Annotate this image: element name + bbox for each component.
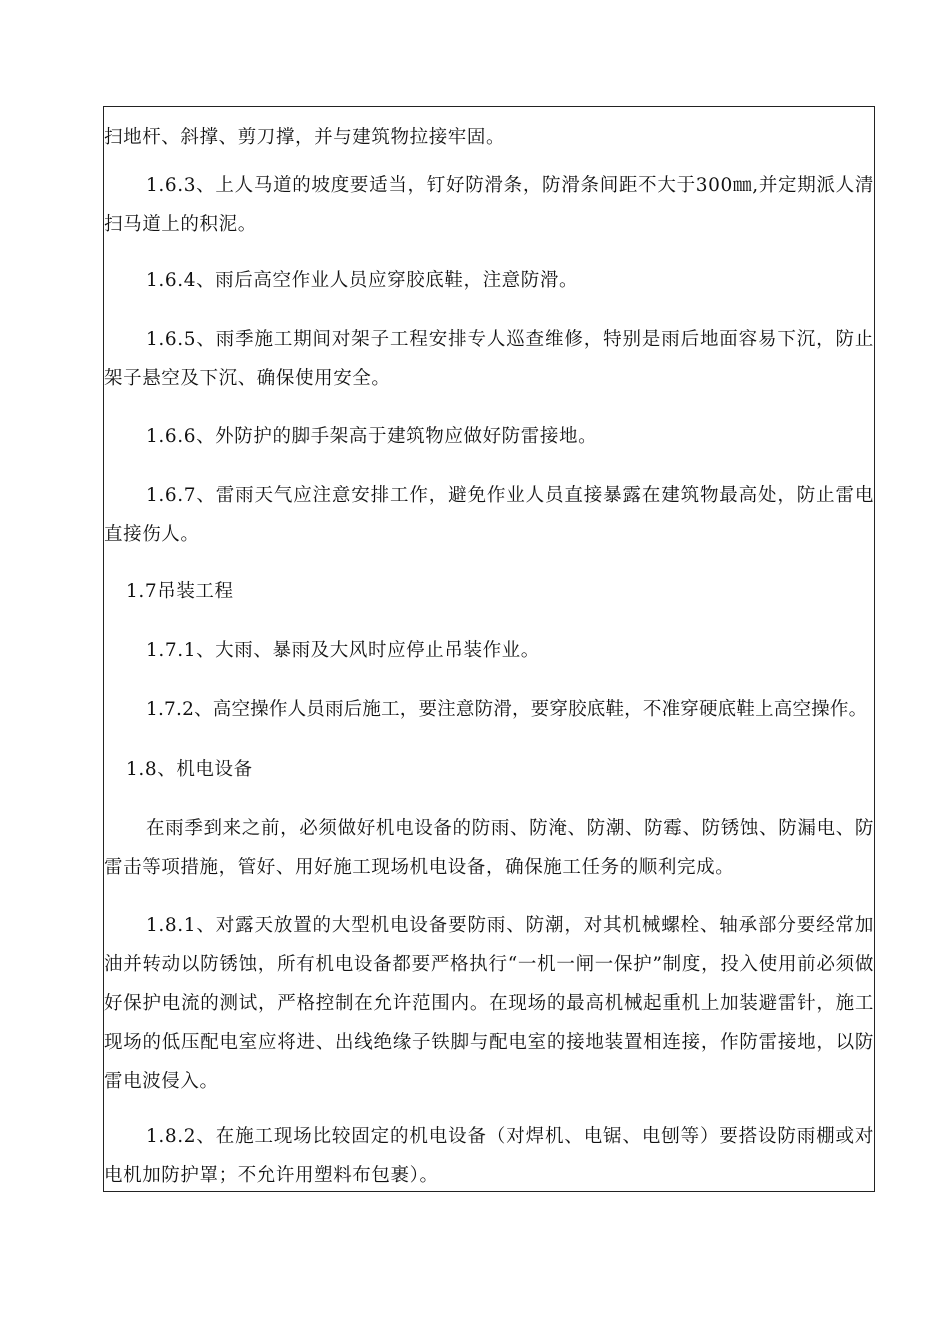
section-heading-1-8: 1.8、机电设备: [126, 759, 253, 780]
section-heading-1-7: 1.7吊装工程: [126, 581, 234, 602]
paragraph-1-7-2: 1.7.2、高空操作人员雨后施工，要注意防滑，要穿胶底鞋，不准穿硬底鞋上高空操作。: [146, 699, 868, 720]
paragraph-1-6-4: 1.6.4、雨后高空作业人员应穿胶底鞋，注意防滑。: [146, 270, 579, 291]
paragraph-continuation: 扫地杆、斜撑、剪刀撑，并与建筑物拉接牢固。: [104, 127, 506, 148]
paragraph-1-6-6: 1.6.6、外防护的脚手架高于建筑物应做好防雷接地。: [146, 426, 598, 447]
paragraph-1-6-5: 1.6.5、雨季施工期间对架子工程安排专人巡查维修，特别是雨后地面容易下沉，防止架子悬空及下沉、确保使用安全。: [104, 329, 874, 389]
paragraph-1-6-3: 1.6.3、上人马道的坡度要适当，钉好防滑条，防滑条间距不大于300㎜,并定期派人清扫马道上的积泥。: [104, 175, 874, 235]
paragraph-1-8-1: 1.8.1、对露天放置的大型机电设备要防雨、防潮，对其机械螺栓、轴承部分要经常加油并转动以防锈蚀，所有机电设备都要严格执行“一机一闸一保护”制度，投入使用前必须做好保护电流的测试，严格控制在允许范围内。在现场的最高机械起重机上加装避雷针，施工现场的低压配电室应将进、出线绝缘子铁脚与配电室的接地装置相连接，作防雷接地，以防雷电波侵入。: [104, 915, 874, 1092]
paragraph-1-6-7: 1.6.7、雷雨天气应注意安排工作，避免作业人员直接暴露在建筑物最高处，防止雷电直接伤人。: [104, 485, 874, 545]
paragraph-1-8-2: 1.8.2、在施工现场比较固定的机电设备（对焊机、电锯、电刨等）要搭设防雨棚或对电机加防护罩；不允许用塑料布包裹）。: [104, 1126, 874, 1186]
paragraph-1-7-1: 1.7.1、大雨、暴雨及大风时应停止吊装作业。: [146, 640, 540, 661]
paragraph-1-8-intro: 在雨季到来之前，必须做好机电设备的防雨、防淹、防潮、防霉、防锈蚀、防漏电、防雷击等项措施，管好、用好施工现场机电设备，确保施工任务的顺利完成。: [104, 818, 874, 878]
